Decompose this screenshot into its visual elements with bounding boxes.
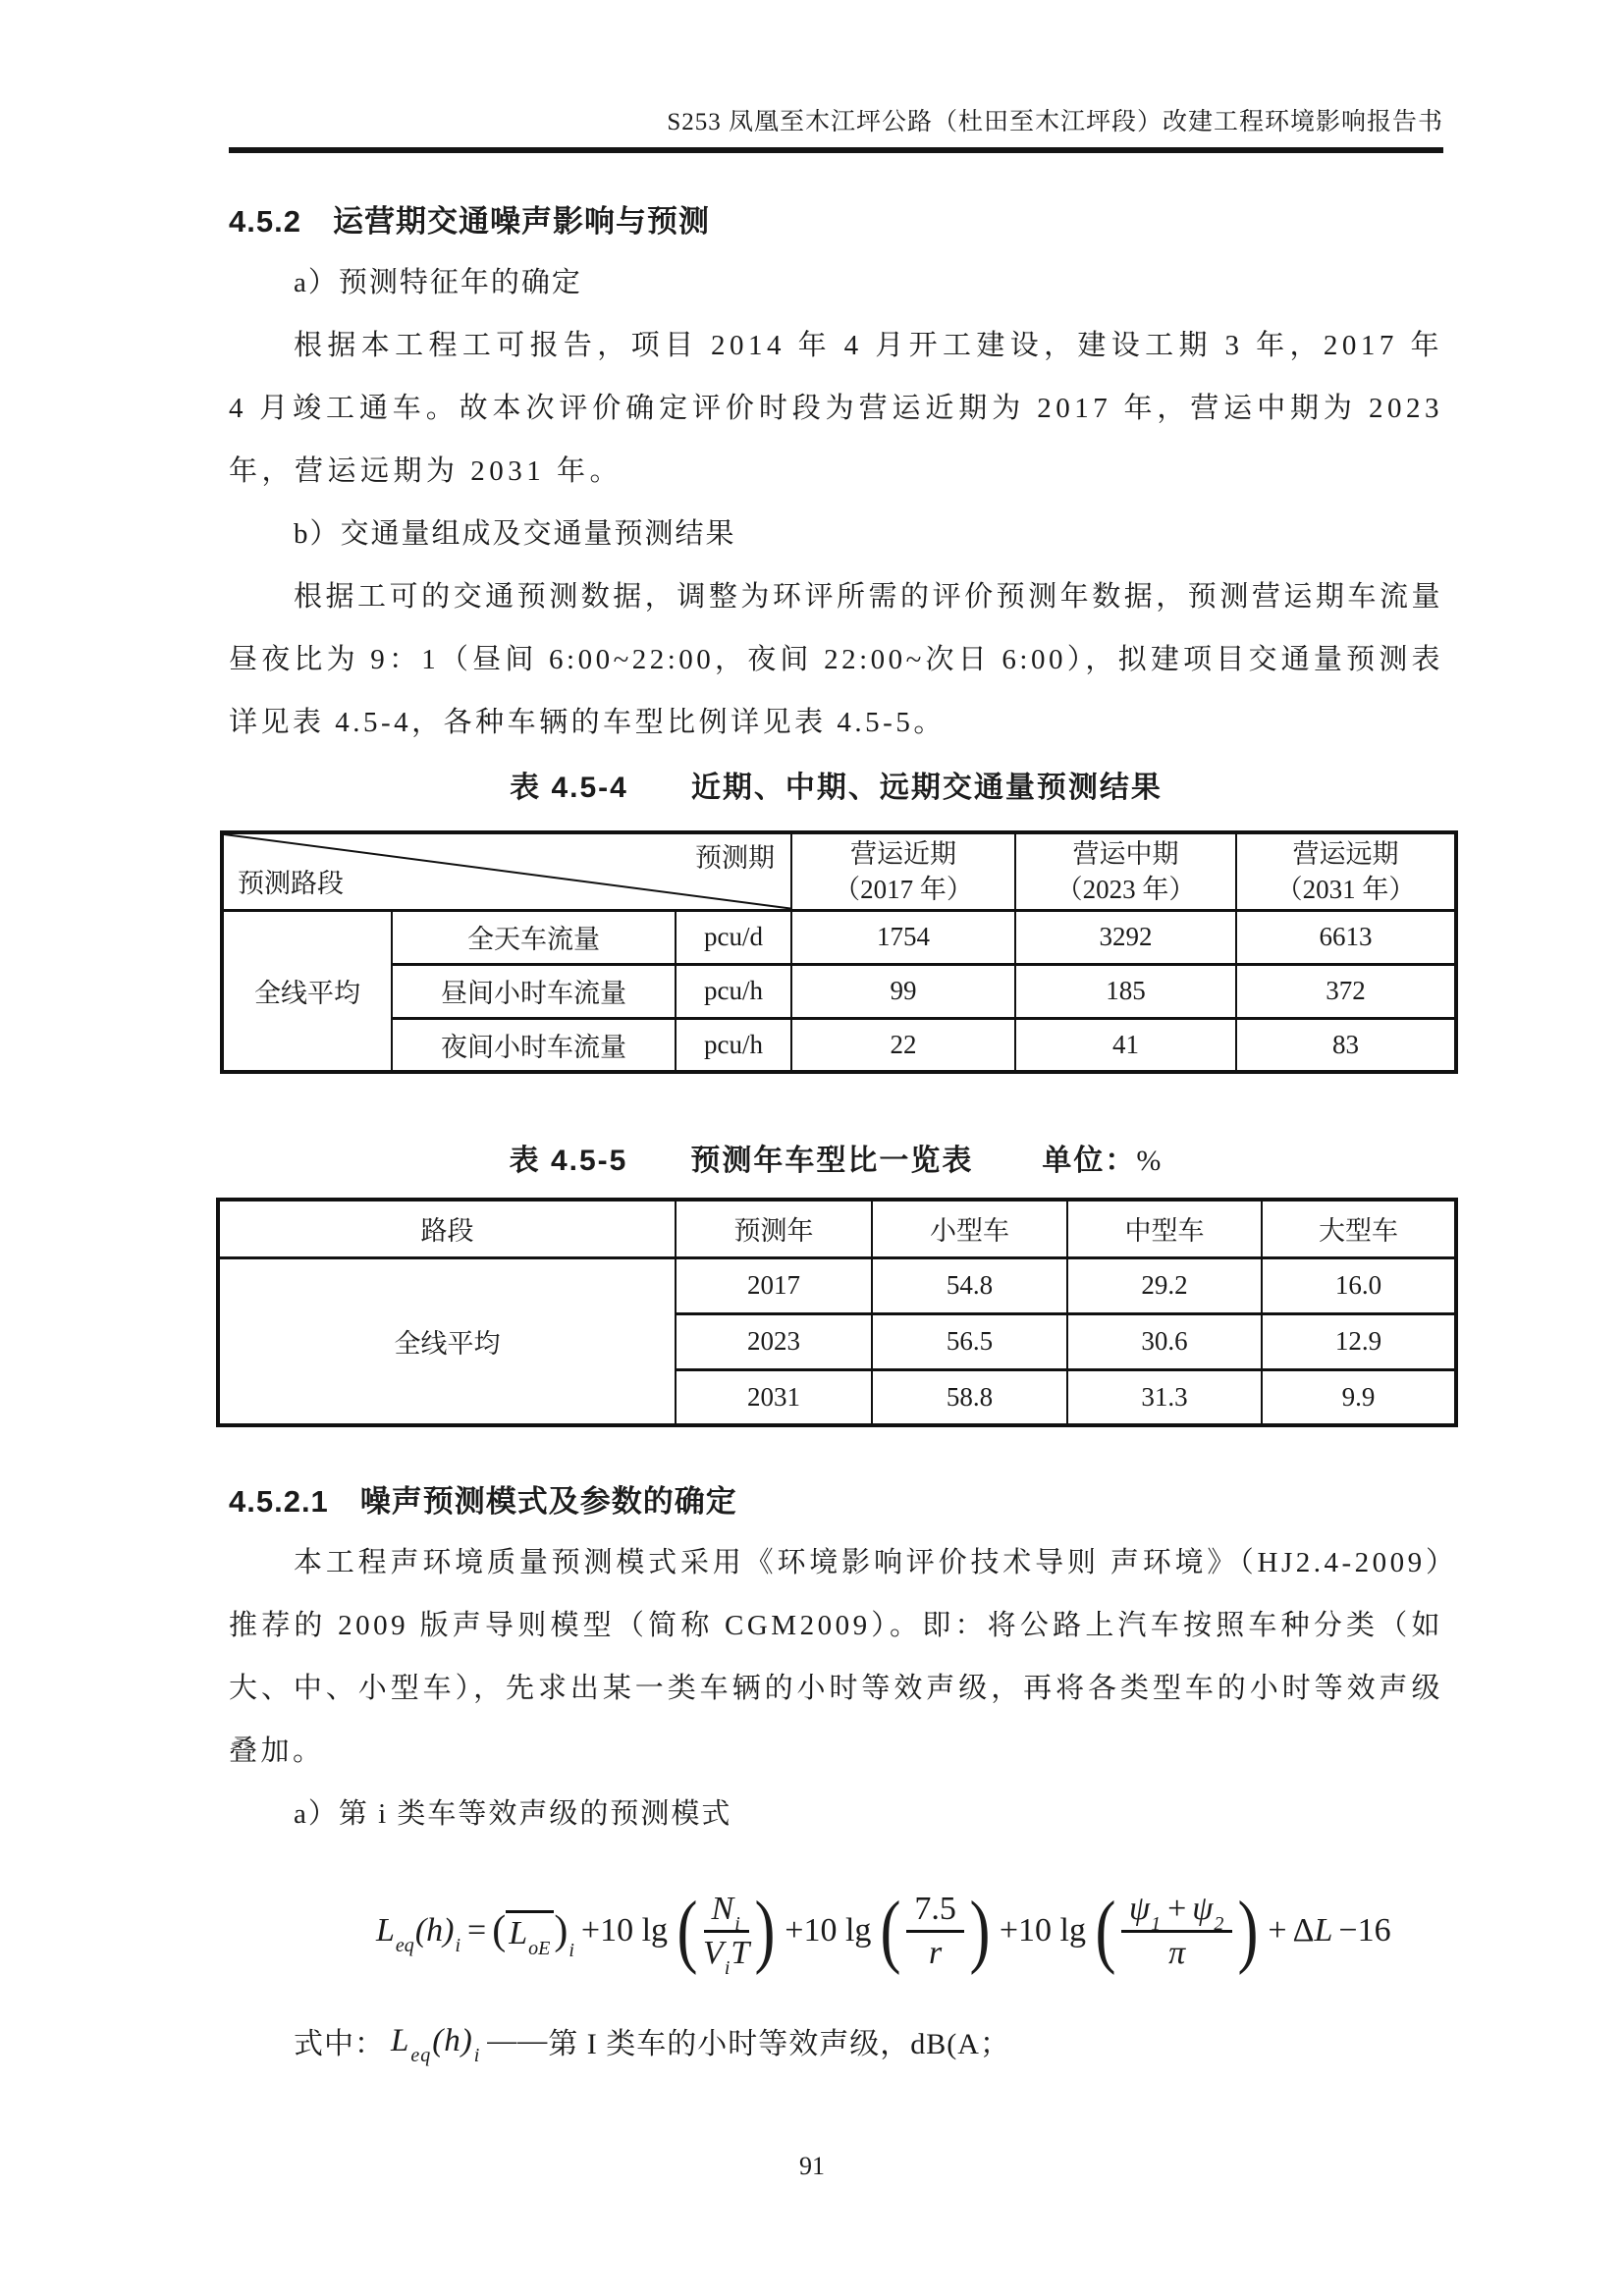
col-header-line1: 营运近期 — [850, 838, 956, 869]
formula-symbol: r — [929, 1934, 943, 1971]
col-header-line2: （2023 年） — [1056, 874, 1196, 904]
formula-subscript: oE — [528, 1937, 551, 1959]
item-a-4521: a）第 i 类车等效声级的预测模式 — [294, 1798, 732, 1830]
formula-subscript: i — [734, 1912, 740, 1935]
formula-subscript: eq — [410, 2044, 432, 2066]
formula-symbol: V — [703, 1934, 724, 1971]
item-b-452: b）交通量组成及交通量预测结果 — [294, 518, 736, 550]
where-dash: —— — [487, 2024, 549, 2056]
col-header-line1: 营运远期 — [1292, 838, 1399, 869]
table-455-unit-value: % — [1136, 1145, 1164, 1177]
table-455-caption — [229, 1135, 1443, 1188]
table-cell: 29.2 — [1067, 1257, 1262, 1313]
table-cell: pcu/h — [676, 1018, 791, 1072]
col-header-2017 — [791, 832, 1015, 910]
formula-number: 7.5 — [914, 1890, 956, 1927]
pi-symbol: π — [1168, 1934, 1186, 1971]
plus-sign: + — [1268, 1912, 1287, 1949]
psi-symbol: ψ — [1192, 1890, 1214, 1927]
big-paren-open: ( — [880, 1885, 901, 1976]
row-group-label: 全线平均 — [222, 910, 392, 1072]
plus-10lg: +10 lg — [999, 1912, 1086, 1949]
formula-subscript: i — [568, 1940, 574, 1961]
col-header-line2: （2031 年） — [1275, 874, 1416, 904]
big-paren-open: ( — [1095, 1885, 1116, 1976]
fraction-distance — [906, 1891, 964, 1972]
overbar-group — [506, 1910, 554, 1959]
table-455-unit-label: 单位： — [1042, 1145, 1137, 1177]
formula-symbol: L — [509, 1914, 528, 1951]
table-cell: 41 — [1015, 1018, 1236, 1072]
table-cell: 83 — [1236, 1018, 1456, 1072]
table-cell: 54.8 — [872, 1257, 1067, 1313]
formula-symbol: N — [711, 1890, 734, 1927]
plus-10lg: +10 lg — [580, 1912, 669, 1949]
table-455-caption-label: 表 4.5-5 — [509, 1145, 628, 1177]
minus-16: −16 — [1338, 1912, 1391, 1949]
page-number: 91 — [799, 2152, 825, 2180]
psi-symbol: ψ — [1128, 1890, 1151, 1927]
table-cell: 185 — [1015, 964, 1236, 1018]
formula-subscript: 2 — [1214, 1912, 1224, 1935]
plus-sign: + — [1167, 1890, 1187, 1927]
fraction-traffic — [703, 1890, 750, 1979]
table-cell: 昼间小时车流量 — [392, 964, 676, 1018]
table-454 — [220, 830, 1458, 1074]
table-row — [222, 1018, 1456, 1072]
table-454-caption-title: 近期、中期、远期交通量预测结果 — [690, 772, 1163, 804]
table-row — [222, 964, 1456, 1018]
where-description: 第 I 类车的小时等效声级，dB(A； — [548, 2028, 1010, 2060]
table-cell: 22 — [791, 1018, 1015, 1072]
equals-sign: = — [467, 1912, 487, 1949]
table-cell: 1754 — [791, 910, 1015, 964]
formula-tail — [1262, 1912, 1396, 1949]
formula-subscript: i — [455, 1935, 461, 1956]
formula-symbol: L — [376, 1912, 395, 1949]
table-455 — [216, 1198, 1458, 1427]
table-cell: 夜间小时车流量 — [392, 1018, 676, 1072]
noise-prediction-formula — [376, 1869, 1443, 1993]
section-heading-452: 4.5.2 运营期交通噪声影响与预测 — [229, 204, 710, 239]
table-cell: 2031 — [676, 1369, 872, 1425]
where-prefix: 式中： — [294, 2028, 385, 2060]
big-paren-close: ) — [1237, 1885, 1259, 1976]
table-cell: 全天车流量 — [392, 910, 676, 964]
plus-10lg: +10 lg — [785, 1912, 872, 1949]
formula-symbol: L — [1314, 1912, 1333, 1949]
formula-symbol: (h) — [432, 2022, 473, 2058]
row-group-label: 全线平均 — [218, 1257, 676, 1425]
diagonal-header-cell — [222, 832, 791, 910]
table-cell: 2017 — [676, 1257, 872, 1313]
big-paren-open: ( — [677, 1885, 698, 1976]
diagonal-label-top: 预测期 — [695, 843, 775, 873]
formula-subscript: i — [724, 1956, 731, 1979]
table-cell: 99 — [791, 964, 1015, 1018]
table-cell: 2023 — [676, 1313, 872, 1369]
col-header-2031 — [1236, 832, 1456, 910]
formula-symbol: L — [391, 2022, 410, 2058]
big-paren-close: ) — [969, 1885, 991, 1976]
table-cell: 16.0 — [1262, 1257, 1456, 1313]
formula-subscript: eq — [395, 1935, 414, 1956]
page-header — [229, 102, 1443, 153]
paren-open: ( — [492, 1908, 507, 1953]
col-header-mid: 中型车 — [1067, 1200, 1262, 1257]
table-454-caption — [229, 762, 1443, 815]
paragraph-452-1: 根据本工程工可报告，项目 2014 年 4 月开工建设，建设工期 3 年，2017 年 4 月竣工通车。故本次评价确定评价时段为营运近期为 2017 年，营运中期为 2023 年，营运远期为 2031 年。 — [229, 330, 1443, 487]
table-454-caption-label: 表 4.5-4 — [510, 772, 628, 804]
formula-lhs — [376, 1912, 461, 1956]
table-455-caption-title: 预测年车型比一览表 — [690, 1145, 974, 1177]
table-cell: pcu/h — [676, 964, 791, 1018]
formula-loe-term — [492, 1907, 575, 1961]
fraction-angle — [1121, 1891, 1232, 1972]
paren-close: ) — [554, 1908, 568, 1953]
col-header-small: 小型车 — [872, 1200, 1067, 1257]
paragraph-4521: 本工程声环境质量预测模式采用《环境影响评价技术导则 声环境》（HJ2.4-2009）推荐的 2009 版声导则模型（简称 CGM2009）。即：将公路上汽车按照车种分类（如大、中、小型车），先求出某一类车辆的小时等效声级，再将各类型车的小时等效声级叠加。 — [229, 1547, 1443, 1767]
col-header-line2: （2017 年） — [834, 874, 973, 904]
table-cell: 30.6 — [1067, 1313, 1262, 1369]
table-cell: 9.9 — [1262, 1369, 1456, 1425]
formula-where-line — [229, 2008, 1443, 2073]
header-title: S253 凤凰至木江坪公路（杜田至木江坪段）改建工程环境影响报告书 — [667, 109, 1443, 135]
col-header-2023 — [1015, 832, 1236, 910]
col-header-large: 大型车 — [1262, 1200, 1456, 1257]
section-heading-4521: 4.5.2.1 噪声预测模式及参数的确定 — [229, 1484, 737, 1519]
col-header-road: 路段 — [218, 1200, 676, 1257]
formula-subscript: 1 — [1151, 1912, 1162, 1935]
table-cell: 3292 — [1015, 910, 1236, 964]
table-cell: 372 — [1236, 964, 1456, 1018]
where-symbol — [391, 2022, 481, 2066]
formula-symbol: T — [731, 1934, 750, 1971]
col-header-line1: 营运中期 — [1072, 838, 1179, 869]
table-cell: 58.8 — [872, 1369, 1067, 1425]
formula-symbol: (h) — [414, 1912, 455, 1949]
diagonal-label-bottom: 预测路段 — [238, 868, 344, 898]
item-a-452: a）预测特征年的确定 — [294, 267, 582, 298]
page-content — [229, 192, 1443, 2073]
big-paren-close: ) — [754, 1885, 776, 1976]
delta-symbol: Δ — [1292, 1912, 1315, 1949]
spacer — [229, 1427, 1443, 1472]
table-cell: 6613 — [1236, 910, 1456, 964]
paragraph-452-2: 根据工可的交通预测数据，调整为环评所需的评价预测年数据，预测营运期车流量昼夜比为 9：1（昼间 6:00~22:00，夜间 22:00~次日 6:00），拟建项目交通量预测表详见表 4.5-4，各种车辆的车型比例详见表 4.5-5。 — [229, 581, 1443, 738]
formula-subscript: i — [473, 2044, 481, 2066]
col-header-year: 预测年 — [676, 1200, 872, 1257]
table-row — [218, 1257, 1456, 1313]
table-cell: 31.3 — [1067, 1369, 1262, 1425]
table-row — [222, 910, 1456, 964]
table-cell: 56.5 — [872, 1313, 1067, 1369]
table-cell: pcu/d — [676, 910, 791, 964]
table-cell: 12.9 — [1262, 1313, 1456, 1369]
